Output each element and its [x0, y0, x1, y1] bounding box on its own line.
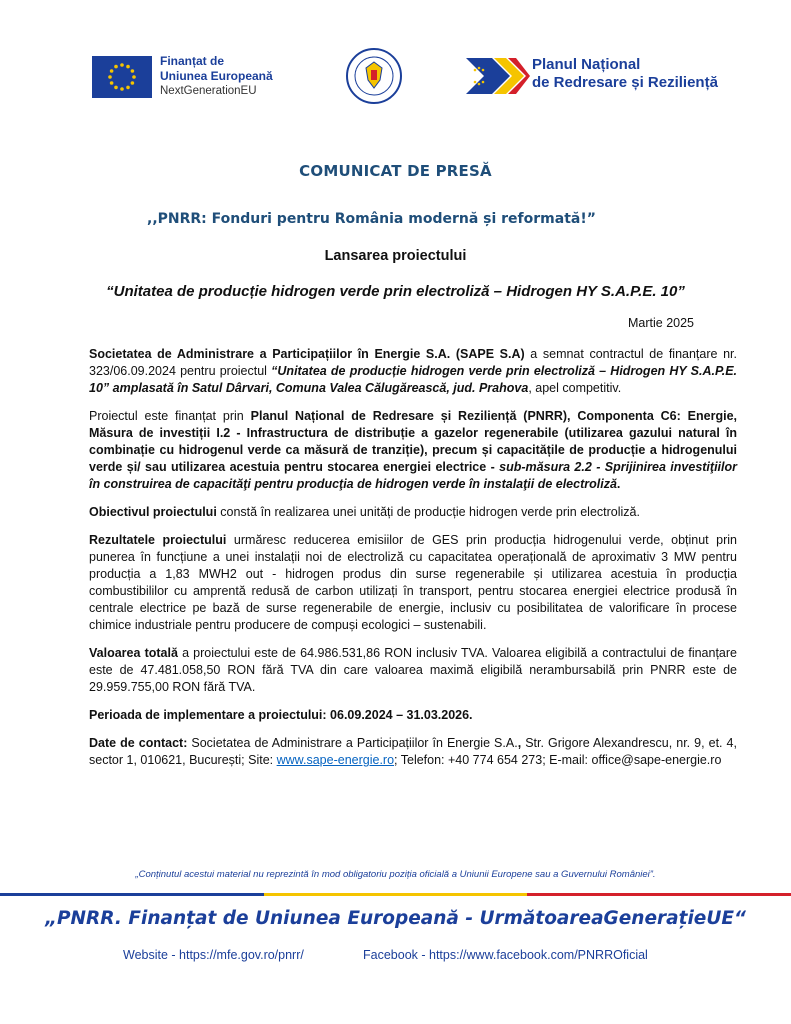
footer-website-link[interactable]: Website - https://mfe.gov.ro/pnrr/ [123, 948, 304, 962]
paragraph-results [89, 532, 737, 634]
eu-line-3: NextGenerationEU [160, 85, 257, 97]
paragraph-text: . [616, 477, 621, 491]
paragraph-text: Str. Grigore Alexandrescu, nr. 9, et. 4, sector 1, 010621, București; Site: [89, 736, 737, 767]
government-seal-icon [346, 48, 402, 104]
paragraph-financing [89, 408, 737, 493]
beneficiary-name: Societatea de Administrare a Participațiilor în Energie S.A. (SAPE S.A) [89, 347, 525, 361]
website-link[interactable]: www.sape-energie.ro [276, 753, 395, 767]
pnrr-line-2: de Redresare și Reziliență [532, 74, 718, 91]
paragraph-text: , apel competitiv. [528, 381, 622, 395]
paragraph-text: ; Telefon: +40 774 654 273; E-mail: office@sape-energie.ro [394, 753, 722, 767]
eu-line-1: Finanțat de [160, 54, 225, 68]
paragraph-text: Societatea de Administrare a Participațiilor în Energie S.A. [187, 736, 518, 750]
pnrr-logo [466, 54, 746, 102]
launch-heading: Lansarea proiectului [324, 248, 467, 264]
paragraph-text: a semnat contractul de finanțare nr. 323/06.09.2024 pentru proiectul [89, 347, 737, 378]
contact-label: Date de contact: [89, 736, 188, 750]
tricolor-divider [0, 893, 791, 896]
paragraph-text: constă în realizarea unei unități de producție hidrogen verde prin electroliză. [216, 505, 640, 519]
footer-title: „PNRR. Finanțat de Uniunea Europeană - UrmătoareaGenerațieUE“ [45, 908, 746, 929]
document-body [89, 346, 737, 780]
paragraph-text: urmăresc reducerea emisiilor de GES prin producția hidrogenului verde, obținut prin punerea în funcțiune a unei instalații noi de electroliză cu capacitatea operațională de aproximativ 3 MW pentru producția a 1,83 MWH2 out - hidrogen produs din surse regenerabile și utilizarea acestuia în producția combustibililor cu amprentă redusă de carbon utilizați în transport, pentru stocarea energiei electrice produsă în centrale electrice pe bază de surse regenerabile de energie, inclusiv cu posibilitatea de valorificare în procese chimice industriale pentru producere de compuși ecologici – sustenabili. [89, 533, 738, 632]
paragraph-text: Proiectul este finanțat prin [89, 409, 251, 423]
paragraph-objective [89, 504, 737, 521]
press-release-title: COMUNICAT DE PRESĂ [299, 162, 492, 180]
project-name-location: “Unitatea de producție hidrogen verde prin electroliză – Hidrogen HY S.A.P.E. 10” amplasată în Satul Dârvari, Comuna Valea Călugărească, jud. Prahova [89, 364, 737, 395]
paragraph-contract [89, 346, 737, 397]
page-header [0, 48, 791, 108]
paragraph-text: , [517, 736, 522, 750]
financing-program: Planul Național de Redresare și Reziliență (PNRR), Componenta C6: Energie, Măsura de investiții I.2 - Infrastructura de distribuție a gazelor regenerabile (utilizarea gazului natural în combinație cu hidrogenul verde ca măsură de tranziție), precum și capacitățile de producție a hidrogenului verde și/ sau utilizarea acestuia pentru stocarea energiei electrice - [89, 409, 738, 474]
project-title: “Unitatea de producție hidrogen verde prin electroliză – Hidrogen HY S.A.P.E. 10” [106, 283, 685, 300]
paragraph-contact [89, 735, 737, 769]
disclaimer-text: „Conținutul acestui material nu reprezintă în mod obligatoriu poziția oficială a Uniunii Europene sau a Guvernului României”. [135, 869, 656, 880]
eu-line-2: Uniunea Europeană [160, 69, 273, 83]
sub-measure: sub-măsura 2.2 - Sprijinirea investiţiilor în construirea de capacităţi pentru producţia de hidrogen verde în instalaţii de electroliză [89, 460, 737, 491]
eu-funding-logo [92, 54, 292, 102]
results-label: Rezultatele proiectului [89, 533, 227, 547]
footer-facebook-link[interactable]: Facebook - https://www.facebook.com/PNRROficial [363, 948, 648, 962]
pnrr-line-1: Planul Național [532, 56, 641, 73]
pnrr-flag-icon [466, 58, 530, 94]
paragraph-text: a proiectului este de 64.986.531,86 RON inclusiv TVA. Valoarea eligibilă a contractului de finanțare este de 47.481.058,50 RON fără TVA din care valoarea maximă eligibilă nerambursabilă prin PNRR este de 29.959.755,00 RON fără TVA. [89, 646, 737, 694]
total-value-label: Valoarea totală [89, 646, 178, 660]
implementation-period: Perioada de implementare a proiectului: 06.09.2024 – 31.03.2026. [89, 708, 473, 722]
objective-label: Obiectivul proiectului [89, 505, 217, 519]
paragraph-value [89, 645, 737, 696]
pnrr-slogan: ,,PNRR: Fonduri pentru România modernă și reformată!” [147, 211, 596, 227]
eu-flag-icon [92, 56, 152, 98]
release-date: Martie 2025 [628, 316, 695, 330]
